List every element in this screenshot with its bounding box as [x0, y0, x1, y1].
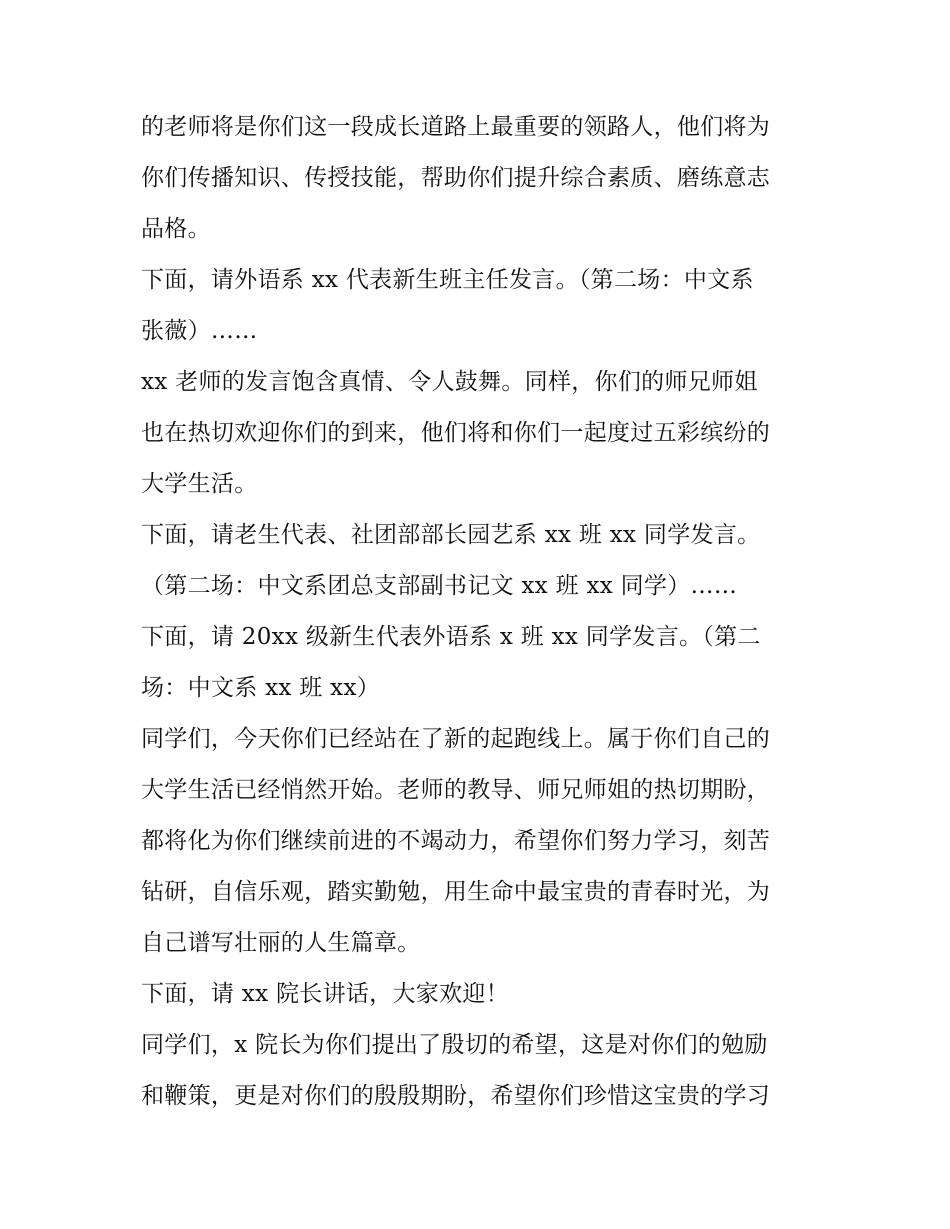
text-line: 同学们，今天你们已经站在了新的起跑线上。属于你们自己的: [141, 726, 771, 752]
text-line: 下面，请老生代表、社团部部长园艺系 xx 班 xx 同学发言。: [141, 522, 761, 548]
text-line: 你们传播知识、传授技能，帮助你们提升综合素质、磨练意志: [141, 165, 771, 191]
text-line: 场：中文系 xx 班 xx）: [141, 675, 381, 701]
text-line: 都将化为你们继续前进的不竭动力，希望你们努力学习，刻苦: [141, 828, 771, 854]
text-line: 自己谱写壮丽的人生篇章。: [141, 930, 421, 956]
text-line: 的老师将是你们这一段成长道路上最重要的领路人，他们将为: [141, 114, 771, 140]
text-line: 张薇）……: [141, 318, 258, 344]
text-line: 下面，请 xx 院长讲话，大家欢迎！: [141, 981, 509, 1007]
text-line: 大学生活已经悄然开始。老师的教导、师兄师姐的热切期盼，: [141, 777, 771, 803]
text-line: 钻研，自信乐观，踏实勤勉，用生命中最宝贵的青春时光，为: [141, 879, 771, 905]
text-line: 下面，请外语系 xx 代表新生班主任发言。（第二场：中文系: [141, 267, 754, 293]
text-line: 品格。: [141, 216, 211, 242]
text-line: 下面，请 20xx 级新生代表外语系 x 班 xx 同学发言。（第二: [141, 624, 761, 650]
text-line: 大学生活。: [141, 471, 258, 497]
text-line: 同学们，x 院长为你们提出了殷切的希望，这是对你们的勉励: [141, 1032, 768, 1058]
text-line: （第二场：中文系团总支部副书记文 xx 班 xx 同学）……: [141, 573, 738, 599]
text-line: xx 老师的发言饱含真情、令人鼓舞。同样，你们的师兄师姐: [141, 369, 758, 395]
text-line: 也在热切欢迎你们的到来，他们将和你们一起度过五彩缤纷的: [141, 420, 771, 446]
text-line: 和鞭策，更是对你们的殷殷期盼，希望你们珍惜这宝贵的学习: [141, 1083, 771, 1109]
